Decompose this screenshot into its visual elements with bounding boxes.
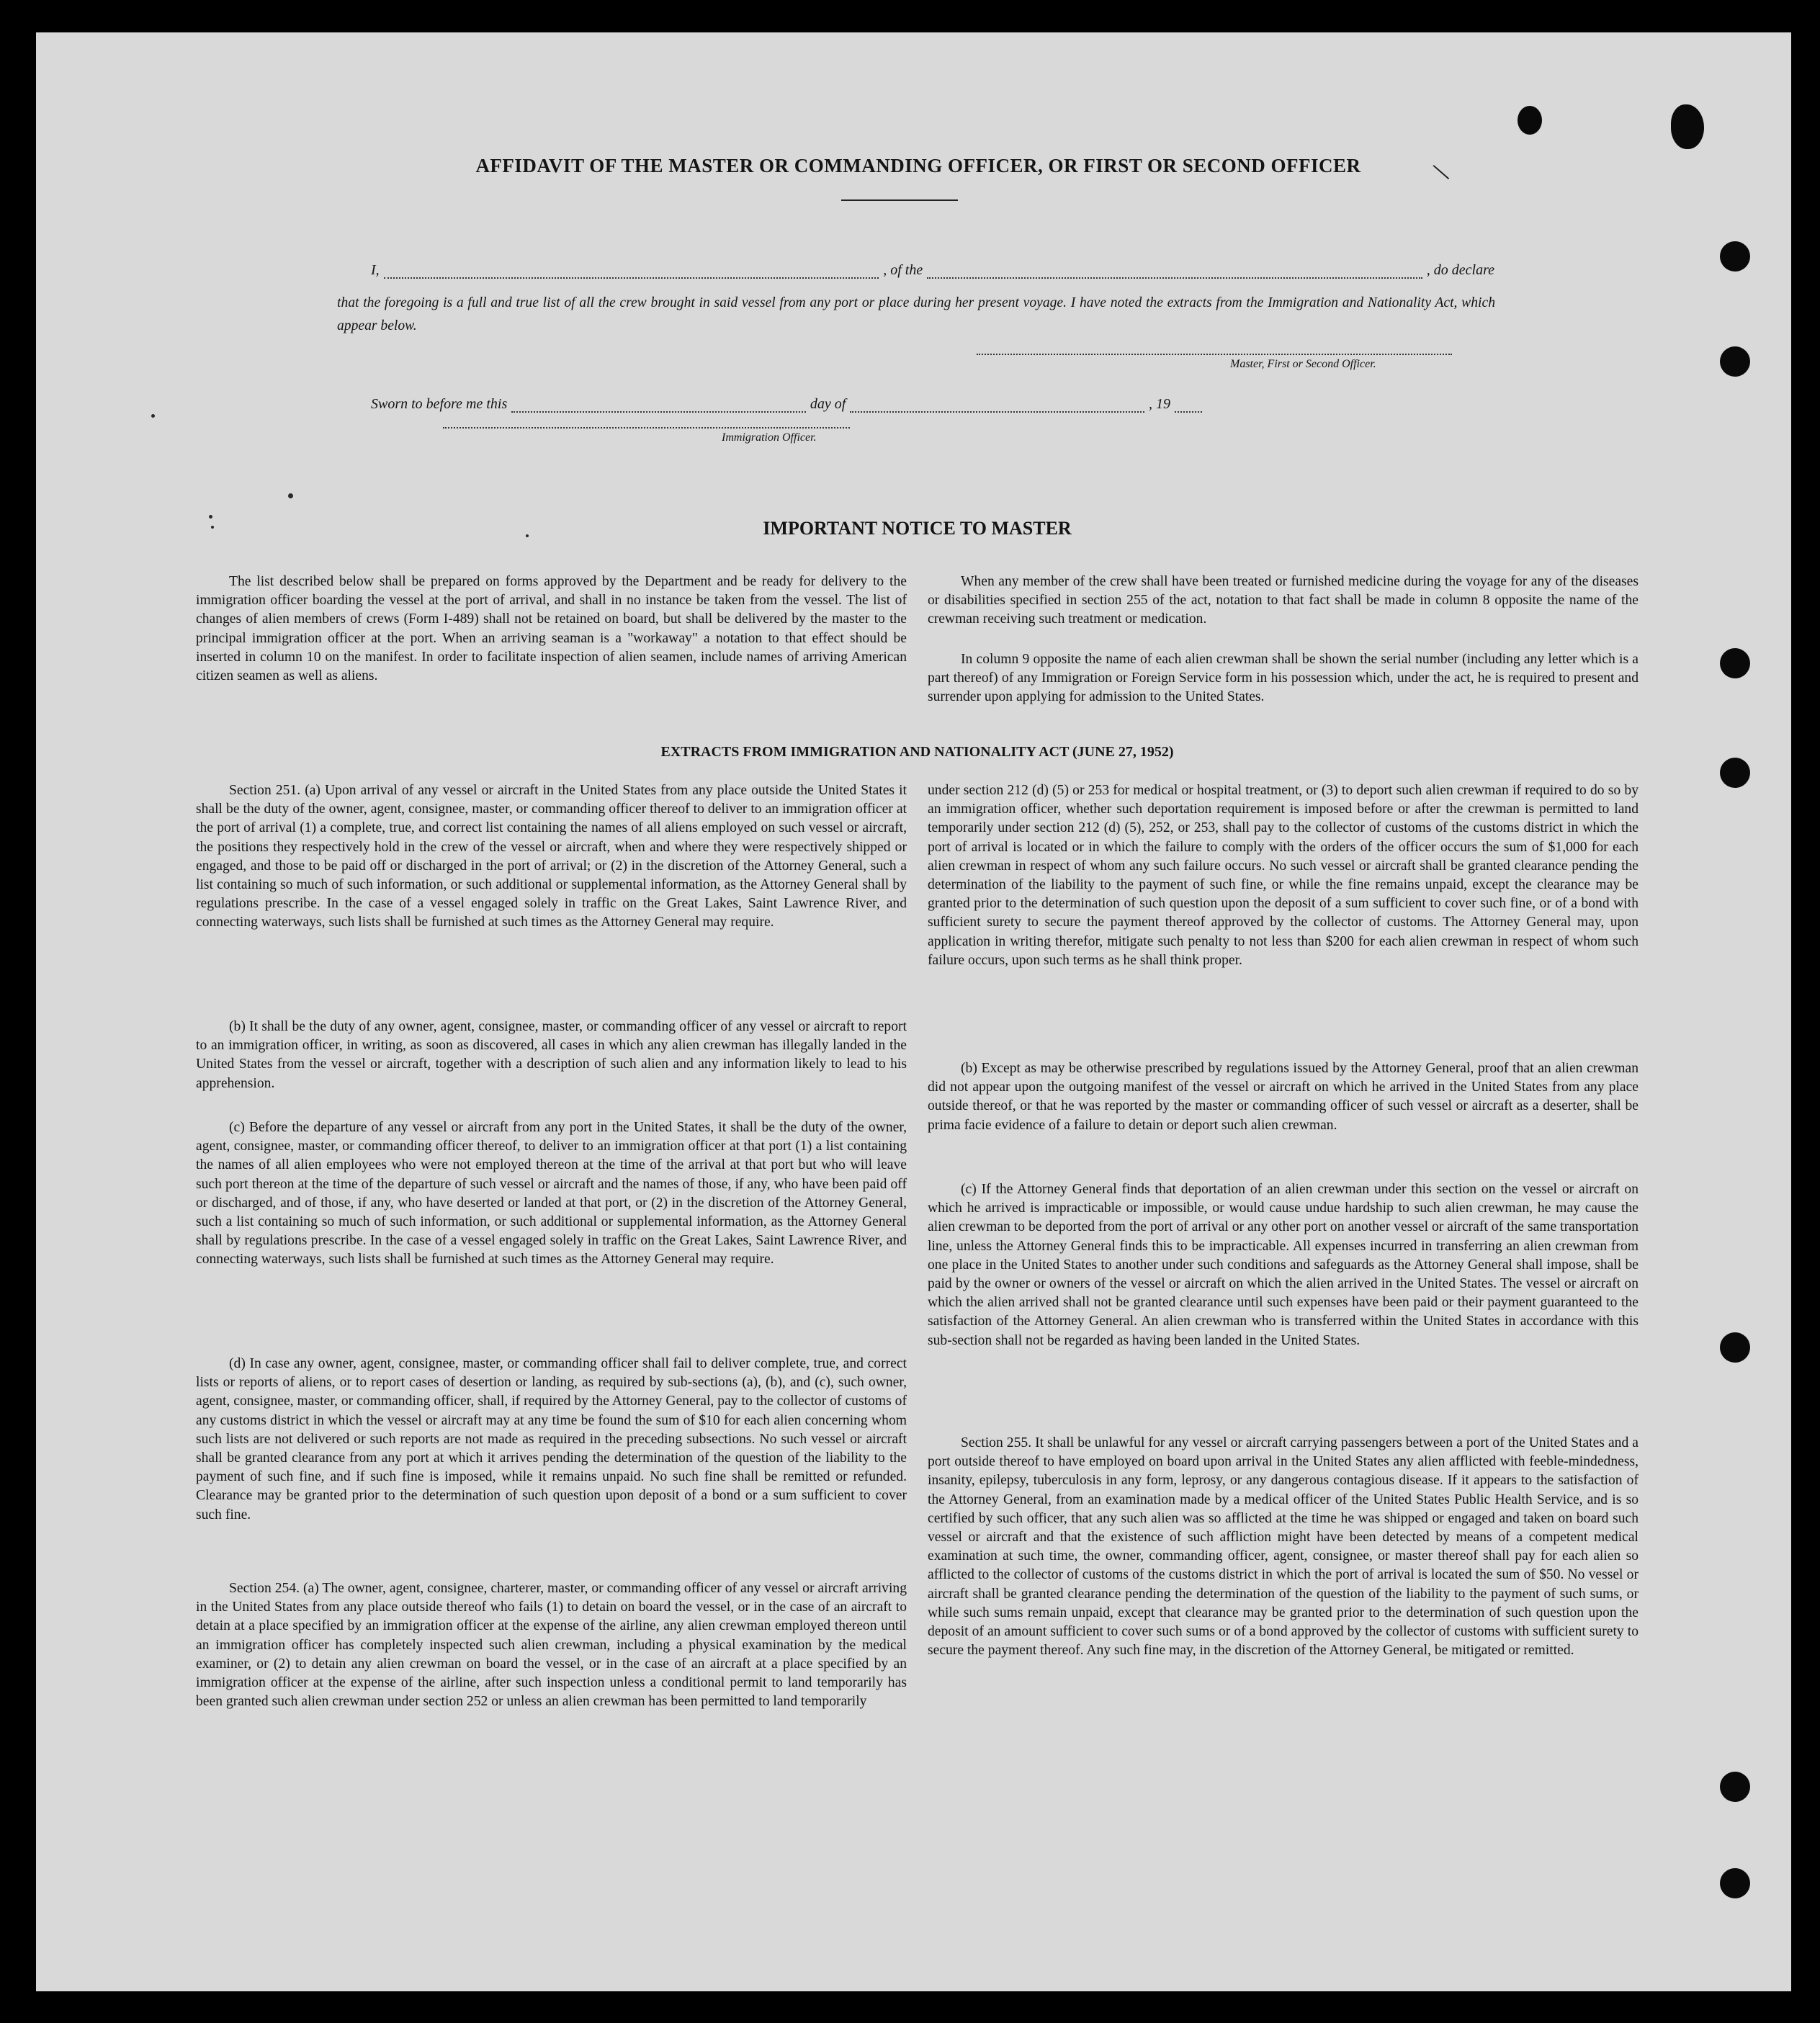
section-251c: (c) Before the departure of any vessel or aircraft from any port in the United States, it shall be the duty of the owner, agent, consignee, master, or commanding officer thereof, to deliver to an immigration officer at that port (1) a list containing the names of all alien employees who were not employed thereon at the time of the arrival at that port but who will leave such port thereon at the time of the departure of such vessel or aircraft and the names of those, if any, who have been paid off or discharged, and of those, if any, who have deserted or landed at that port, or (2) in the discretion of the Attorney General, such a list containing so much of such information, or such additional or supplemental information, as the Attorney General shall by regulations prescribe. In the case of a vessel engaged solely in traffic on the Great Lakes, Saint Lawrence River, and connecting waterways, such lists shall be furnished at such times as the Attorney General may require. [196,1120,907,1268]
master-signature-line[interactable] [977,354,1452,355]
section-254b: (b) Except as may be otherwise prescribed by regulations issued by the Attorney General, proof that an alien crewman did not appear upon the outgoing manifest of the vessel or aircraft on which he arrived in the United States from any place outside thereof, or that he was reported by the master or commanding officer of such vessel or aircraft as a deserter, shall be prima facie evidence of a failure to detain or deport such alien crewman. [928,1061,1639,1133]
declaration-middle: , of the [883,262,923,278]
sworn-year-label: , 19 [1149,396,1170,412]
section-254a-cont: under section 212 (d) (5) or 253 for medical or hospital treatment, or (3) to deport such alien crewman if required to do so by an immigration officer, whether such deportation requirement is imposed before or after the crewman is permitted to land temporarily under section 212 (d) (5), 252, or 253, shall pay to the collector of customs of the customs district in which the port of arrival is located or in which the failure to comply with the orders of the officer occurs the sum of $1,000 for each alien crewman in respect of whom any such failure occurs. No such vessel or aircraft shall be granted clearance pending the determination of the liability to the payment of such fine, or while the fine remains unpaid, except the clearance may be granted prior to the determination of such question upon the deposit of a sum sufficient to cover such fine, or of a bond with sufficient surety to secure the payment thereof approved by the collector of customs. The Attorney General may, upon application in writing therefor, mitigate such penalty to not less than $200 for each alien crewman in respect of whom such failure occurs, upon such terms as he shall think proper. [928,783,1639,968]
section-254a: Section 254. (a) The owner, agent, consignee, charterer, master, or commanding officer of any vessel or aircraft arriving in the United States from any place outside thereof who fails (1) to detain on board the vessel, or in the case of an aircraft to detain at a place specified by an immigration officer at the expense of the airline, any alien crewman employed thereon until an immigration officer has completely inspected such alien crewman, including a physical examination by the medical examiner, or (2) to detain any alien crewman on board the vessel, or in the case of an aircraft at a place specified by an immigration officer at the expense of the airline, after such inspection unless a conditional permit to land temporarily has been granted such alien crewman under section 252 or unless an alien crewman has been permitted to land temporarily [196,1581,907,1710]
sworn-month-blank[interactable] [850,395,1144,413]
master-label: Master, First or Second Officer. [1230,358,1376,370]
punch-hole [1720,758,1750,788]
speck [288,493,293,498]
extracts-title: EXTRACTS FROM IMMIGRATION AND NATIONALITY ACT (JUNE 27, 1952) [660,744,1174,760]
punch-hole [1720,1332,1750,1363]
officer-label: Immigration Officer. [722,431,817,444]
declaration-suffix: , do declare [1426,262,1494,278]
speck [151,414,155,418]
document-page [36,32,1791,1991]
pen-mark: \ [1429,156,1453,188]
section-255: Section 255. It shall be unlawful for any vessel or aircraft carrying passengers between a port of the United States and a port outside thereof to have employed on board upon arrival in the United States any alien afflicted with feeble-mindedness, insanity, epilepsy, tuberculosis in any form, leprosy, or any dangerous contagious disease. If it appears to the satisfaction of the Attorney General, from an examination made by a medical officer of the United States Public Health Service, and is so certified by such officer, that any such alien was so afflicted at the time he was shipped or engaged and taken on board such vessel or aircraft and that the existence of such affliction might have been detected by means of a competent medical examination at such time, the owner, commanding officer, agent, consignee, or master thereof shall pay for each alien so afflicted to the collector of customs of the customs district in which the port of arrival is located the sum of $50. No vessel or aircraft shall be granted clearance pending the determination of the question of the liability to the payment of such sums, or while such sums remain unpaid, except that clearance may be granted prior to the determination of such question upon the deposit of an amount sufficient to cover such sums or of a bond approved by the collector of customs with sufficient surety to secure the payment thereof. Any such fine may, in the discretion of the Attorney General, be mitigated or remitted. [928,1435,1639,1659]
section-254c: (c) If the Attorney General finds that deportation of an alien crewman under this section on the vessel or aircraft on which he arrived is impracticable or impossible, or would cause undue hardship to such alien crewman, he may cause the alien crewman to be deported from the port of arrival or any other port on another vessel or aircraft of the same transportation line, unless the Attorney General finds this to be impracticable. All expenses incurred in transferring an alien crewman from one place in the United States to another under such conditions and safeguards as the Attorney General shall impose, shall be paid by the owner or owners of the vessel or aircraft on which the alien arrived in the United States. The vessel or aircraft on which the alien arrived shall not be granted clearance until such expenses have been paid or their payment guaranteed to the satisfaction of the Attorney General. An alien crewman who is transferred within the United States in accordance with this sub-section shall not be regarded as having been landed in the United States. [928,1182,1639,1348]
vessel-blank[interactable] [927,261,1422,279]
declaration-statement: that the foregoing is a full and true list of all the crew brought in said vessel from any port or place during her present voyage. I have noted the extracts from the Immigration and Nationality Act, which appear below. [337,295,1495,333]
sworn-prefix: Sworn to before me this [371,396,508,412]
declaration-line [371,261,1494,279]
section-251d: (d) In case any owner, agent, consignee, master, or commanding officer shall fail to deliver complete, true, and correct lists or reports of aliens, or to report cases of desertion or landing, as required by sub-sections (a), (b), and (c), such owner, agent, consignee, master, or commanding officer, shall, if required by the Attorney General, pay to the collector of customs of any customs district in which the vessel or aircraft may at any time be found the sum of $10 for each alien concerning whom such lists are not delivered or such reports are not made as required in the preceding subsections. No such vessel or aircraft shall be granted clearance from any port at which it arrives pending the determination of the question of the liability to the payment of such fine, and if such fine is imposed, while it remains unpaid. No such fine shall be remitted or refunded. Clearance may be granted prior to the determination of such question upon deposit of a bond or a sum sufficient to cover such fine. [196,1356,907,1522]
sworn-year-blank[interactable] [1175,395,1202,413]
affidavit-title: AFFIDAVIT OF THE MASTER OR COMMANDING OFFICER, OR FIRST OR SECOND OFFICER [475,155,1361,176]
declaration-prefix: I, [371,262,380,278]
punch-hole [1671,104,1704,149]
punch-hole [1720,346,1750,377]
sworn-day-label: day of [810,396,846,412]
notice-right-text-2: In column 9 opposite the name of each alien crewman shall be shown the serial number (including any letter which is a part thereof) of any Immigration or Foreign Service form in his possession which, under the act, he is required to present and surrender upon applying for admission to the United States. [928,652,1639,705]
punch-hole [1720,648,1750,678]
notice-left-text: The list described below shall be prepared on forms approved by the Department and be ready for delivery to the immigration officer boarding the vessel at the port of arrival, and shall in no instance be taken from the vessel. The list of changes of alien members of crews (Form I-489) shall not be retained on board, but shall be delivered by the master to the principal immigration officer at the port. When an arriving seaman is a "workaway" a notation to that effect should be inserted in column 10 on the manifest. In order to facilitate inspection of alien seamen, include names of arriving American citizen seamen as well as aliens. [196,574,907,684]
punch-hole [1720,1772,1750,1802]
notice-title: IMPORTANT NOTICE TO MASTER [763,518,1072,539]
name-blank[interactable] [384,261,879,279]
section-251b: (b) It shall be the duty of any owner, agent, consignee, master, or commanding officer of any vessel or aircraft to report to an immigration officer, in writing, as soon as discovered, all cases in which any alien crewman has illegally landed in the United States from the vessel or aircraft, together with a description of such alien and any information likely to lead to his apprehension. [196,1019,907,1091]
punch-hole [1518,106,1542,135]
punch-hole [1720,1868,1750,1898]
punch-hole [1720,241,1750,272]
sworn-date-blank[interactable] [511,395,806,413]
notice-right-text-1: When any member of the crew shall have been treated or furnished medicine during the voyage for any of the diseases or disabilities specified in section 255 of the act, notation to that fact shall be made in column 8 opposite the name of the crewman receiving such treatment or medication. [928,574,1639,627]
sworn-line [371,395,1206,413]
title-underline [841,199,958,201]
officer-signature-line[interactable] [443,427,850,429]
section-251a: Section 251. (a) Upon arrival of any vessel or aircraft in the United States from any place outside the United States it shall be the duty of the owner, agent, consignee, master, or commanding officer thereof to deliver to an immigration officer at the port of arrival (1) a complete, true, and correct list containing the names of all aliens employed on such vessel or aircraft, the positions they respectively hold in the crew of the vessel or aircraft, when and where they were respectively shipped or engaged, and those to be paid off or discharged in the port of arrival; or (2) in the discretion of the Attorney General, such a list containing so much of such information, or such additional or supplemental information, as the Attorney General shall by regulations prescribe. In the case of a vessel engaged solely in traffic on the Great Lakes, Saint Lawrence River, and connecting waterways, such lists shall be furnished at such times as the Attorney General may require. [196,783,907,930]
